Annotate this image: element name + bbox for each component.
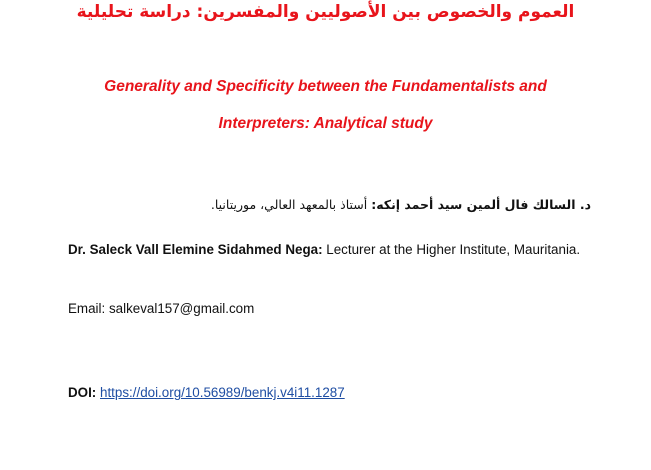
arabic-author-affiliation: أستاذ بالمعهد العالي، موريتانيا. [210, 197, 368, 212]
english-title-line-1: Generality and Specificity between the Fundamentalists and [104, 78, 547, 95]
doi-line [68, 385, 345, 400]
english-author-affiliation: Lecturer at the Higher Institute, Mauritania. [326, 242, 581, 257]
english-author-paragraph [68, 236, 592, 263]
english-author-name: Dr. Saleck Vall Elemine Sidahmed Nega: [68, 242, 323, 257]
arabic-author-name: د. السالك فال ألمين سيد أحمد إنكه: [371, 197, 591, 212]
email-label: Email: [68, 301, 106, 316]
email-address[interactable]: salkeval157@gmail.com [108, 301, 255, 316]
arabic-author-line [211, 197, 591, 212]
arabic-title: العموم والخصوص بين الأصوليين والمفسرين: دراسة تحليلية [76, 2, 575, 22]
english-title-line-2: Interpreters: Analytical study [218, 115, 433, 132]
doi-link[interactable]: https://doi.org/10.56989/benkj.v4i11.1287 [100, 385, 345, 400]
doi-label: DOI: [68, 385, 97, 400]
email-line [68, 301, 254, 316]
